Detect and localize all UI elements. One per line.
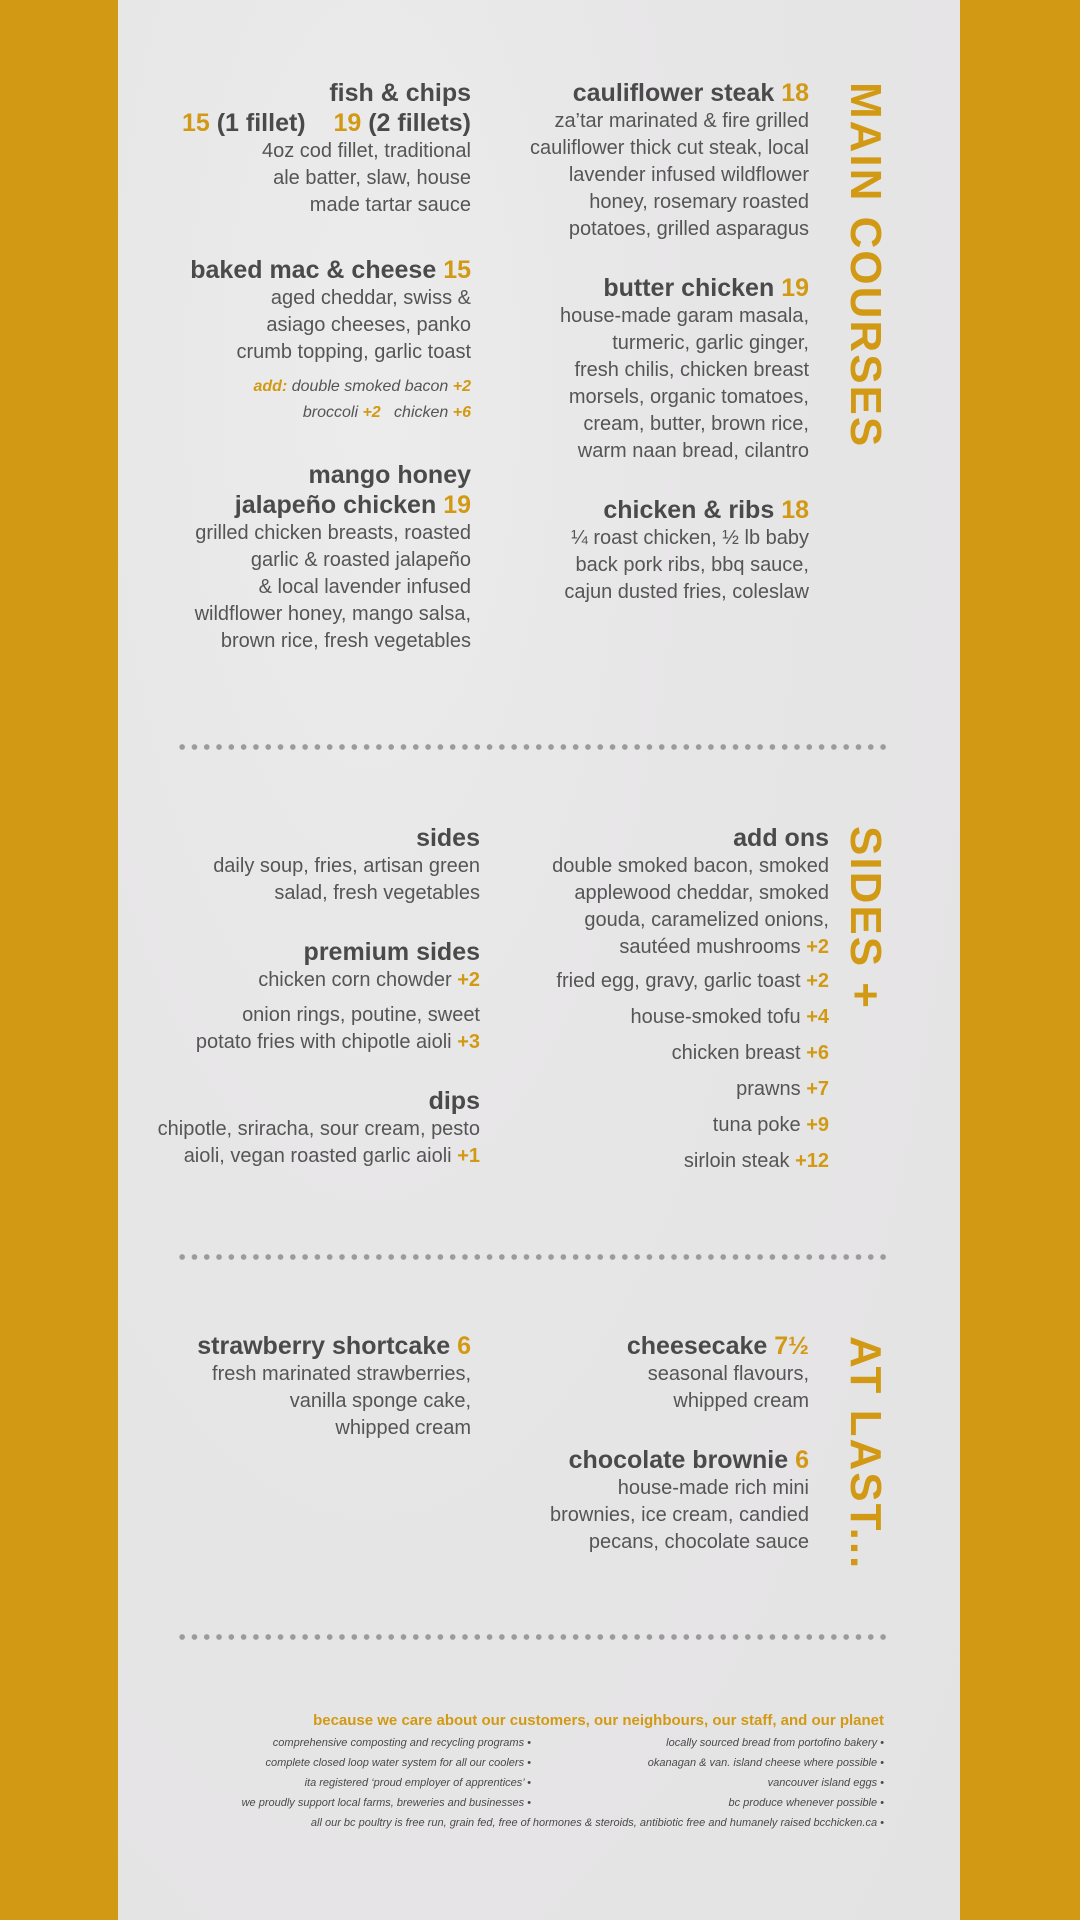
footer-line: ita registered ‘proud employer of apprentices’ • — [304, 1777, 531, 1789]
desc-line: salad, fresh vegetables — [274, 882, 480, 904]
section-heading-sides: SIDES + — [841, 826, 890, 1010]
desc-line: lavender infused wildflower — [568, 164, 809, 186]
footer-line: complete closed loop water system for all our coolers • — [265, 1757, 531, 1769]
item-name-line — [469, 1445, 809, 1475]
desc-line: fresh marinated strawberries, — [212, 1363, 471, 1385]
desc-line: aged cheddar, swiss & — [270, 287, 471, 309]
item-name: add ons — [733, 824, 829, 852]
price-label: (2 fillets) — [368, 109, 471, 137]
main-right-column — [469, 78, 809, 634]
desc-line: za’tar marinated & fire grilled — [554, 110, 809, 132]
menu-item-cauliflower-steak — [469, 78, 809, 243]
desc-line — [140, 1029, 480, 1056]
item-description — [141, 285, 471, 366]
menu-item-chicken-ribs — [469, 495, 809, 606]
desc-line: ale batter, slaw, house — [273, 167, 471, 189]
add-price: +6 — [452, 404, 471, 421]
menu-item-mango-chicken — [141, 460, 471, 655]
footer-line: comprehensive composting and recycling programs • — [272, 1737, 531, 1749]
add-on-text: fried egg, gravy, garlic toast — [556, 970, 801, 992]
desc-line: garlic & roasted jalapeño — [250, 549, 471, 571]
item-price: 15 — [181, 109, 210, 137]
item-name-line — [131, 1331, 471, 1361]
item-description — [140, 967, 480, 1056]
desc-line: double smoked bacon, smoked — [552, 855, 829, 877]
menu-item-butter-chicken — [469, 273, 809, 465]
add-text: chicken — [394, 404, 449, 421]
footer-last-line: all our bc poultry is free run, grain fed, free of hormones & steroids, antibiotic free and humanely raised bcchicken.ca • — [310, 1817, 884, 1829]
add-on-text: house-smoked tofu — [630, 1006, 801, 1028]
desc-line: onion rings, poutine, sweet — [242, 1004, 480, 1026]
desc-line: fresh chilis, chicken breast — [574, 359, 809, 381]
item-price: 6 — [795, 1446, 809, 1474]
item-name: dips — [428, 1087, 480, 1115]
add-on-text: chicken breast — [671, 1042, 801, 1064]
desc-line: potatoes, grilled asparagus — [568, 218, 809, 240]
item-price: 15 — [443, 256, 471, 284]
item-name-line — [469, 273, 809, 303]
item-description — [140, 853, 480, 907]
add-on-item — [469, 999, 829, 1035]
add-on-item — [469, 1035, 829, 1071]
footer-line: bc produce whenever possible • — [728, 1797, 884, 1809]
desc-line: brownies, ice cream, candied — [549, 1504, 809, 1526]
add-on-item — [469, 963, 829, 999]
item-price: +2 — [457, 969, 480, 991]
add-on-text: prawns — [736, 1078, 801, 1100]
item-price: 19 — [333, 109, 362, 137]
footer-heading: because we care about our customers, our neighbours, our staff, and our planet — [313, 1712, 884, 1729]
desc-line: whipped cream — [335, 1417, 471, 1439]
item-name-line — [469, 495, 809, 525]
dessert-left-column — [131, 1331, 471, 1470]
item-name: sides — [416, 824, 480, 852]
item-price: 19 — [443, 491, 471, 519]
section-heading-main-courses: MAIN COURSES — [841, 82, 890, 449]
price-label: (1 fillet) — [216, 109, 306, 137]
item-price: +1 — [457, 1145, 480, 1167]
item-name: chocolate brownie — [568, 1446, 789, 1474]
desc-line: whipped cream — [673, 1390, 809, 1412]
item-price: 6 — [457, 1332, 471, 1360]
desc-line: made tartar sauce — [309, 194, 471, 216]
desc-line: pecans, chocolate sauce — [588, 1531, 809, 1553]
add-on-text: tuna poke — [712, 1114, 801, 1136]
desc-line: seasonal flavours, — [647, 1363, 809, 1385]
item-price: 19 — [781, 274, 809, 302]
item-name: butter chicken — [603, 274, 775, 302]
desc-line: morsels, organic tomatoes, — [568, 386, 809, 408]
item-name-line — [141, 490, 471, 520]
menu-item-chocolate-brownie — [469, 1445, 809, 1556]
add-on-price: +4 — [806, 1006, 829, 1028]
item-price: 18 — [781, 496, 809, 524]
desc-line: brown rice, fresh vegetables — [220, 630, 471, 652]
desc-line: daily soup, fries, artisan green — [213, 855, 480, 877]
add-price: +2 — [362, 404, 381, 421]
item-description — [469, 525, 809, 606]
menu-item-mac-cheese — [141, 255, 471, 426]
dessert-right-column — [469, 1331, 809, 1584]
menu-item-strawberry-shortcake — [131, 1331, 471, 1442]
footer-left-list — [242, 1733, 531, 1813]
desc-line: & local lavender infused — [258, 576, 471, 598]
desc-line — [140, 1143, 480, 1170]
item-description — [140, 1116, 480, 1170]
item-price: +3 — [457, 1031, 480, 1053]
item-name-line — [469, 1331, 809, 1361]
desc-line: crumb topping, garlic toast — [236, 341, 471, 363]
desc-line: house-made rich mini — [617, 1477, 809, 1499]
desc-line — [140, 967, 480, 994]
add-on-price: +2 — [806, 970, 829, 992]
add-price: +2 — [452, 378, 471, 395]
item-description — [469, 1361, 809, 1415]
item-name: baked mac & cheese — [190, 256, 437, 284]
desc-text: chicken corn chowder — [258, 969, 452, 991]
add-on-price: +6 — [806, 1042, 829, 1064]
footer-line: vancouver island eggs • — [767, 1777, 884, 1789]
item-name: cauliflower steak — [572, 79, 775, 107]
item-price: 18 — [781, 79, 809, 107]
desc-line: ¼ roast chicken, ½ lb baby — [571, 527, 809, 549]
item-name: mango honey — [308, 461, 471, 489]
add-ons-line — [141, 400, 471, 426]
item-price: +2 — [806, 936, 829, 958]
desc-line: vanilla sponge cake, — [289, 1390, 471, 1412]
desc-line: honey, rosemary roasted — [589, 191, 809, 213]
desc-line: 4oz cod fillet, traditional — [261, 140, 471, 162]
menu-item-fish-chips — [141, 78, 471, 219]
add-ons-column — [469, 823, 829, 1179]
menu-item-dips — [140, 1086, 480, 1170]
item-name-line — [141, 255, 471, 285]
footer-line: okanagan & van. island cheese where possible • — [647, 1757, 884, 1769]
desc-line: chipotle, sriracha, sour cream, pesto — [157, 1118, 480, 1140]
sides-left-column — [140, 823, 480, 1198]
main-left-column — [141, 78, 471, 683]
add-on-item — [469, 1071, 829, 1107]
item-name: strawberry shortcake — [197, 1332, 451, 1360]
desc-line: back pork ribs, bbq sauce, — [575, 554, 809, 576]
add-ons-line — [141, 374, 471, 400]
desc-line: turmeric, garlic ginger, — [612, 332, 809, 354]
dotted-divider — [176, 1254, 886, 1260]
add-label: add: — [253, 378, 288, 395]
item-description — [469, 108, 809, 243]
add-on-price: +9 — [806, 1114, 829, 1136]
item-name-line — [469, 78, 809, 108]
item-name: jalapeño chicken — [234, 491, 437, 519]
footer-line: locally sourced bread from portofino bakery • — [666, 1737, 884, 1749]
desc-text: aioli, vegan roasted garlic aioli — [183, 1145, 452, 1167]
footer-right-list — [648, 1733, 884, 1813]
dotted-divider — [176, 1634, 886, 1640]
item-description — [131, 1361, 471, 1442]
add-on-text: sirloin steak — [683, 1150, 790, 1172]
desc-line: house-made garam masala, — [559, 305, 809, 327]
desc-line: warm naan bread, cilantro — [577, 440, 809, 462]
desc-line: grilled chicken breasts, roasted — [195, 522, 471, 544]
item-description — [469, 853, 829, 961]
item-description — [469, 1475, 809, 1556]
item-name: cheesecake — [626, 1332, 768, 1360]
desc-line: cauliflower thick cut steak, local — [529, 137, 809, 159]
desc-line — [469, 934, 829, 961]
item-name: premium sides — [303, 938, 480, 966]
add-on-price: +7 — [806, 1078, 829, 1100]
desc-line: cream, butter, brown rice, — [583, 413, 809, 435]
desc-line: wildflower honey, mango salsa, — [194, 603, 471, 625]
item-price-line — [141, 108, 471, 138]
menu-item-sides — [140, 823, 480, 907]
item-price: 7½ — [774, 1332, 809, 1360]
add-on-item — [469, 1107, 829, 1143]
right-gold-border — [960, 0, 1080, 1920]
add-text: broccoli — [302, 404, 358, 421]
desc-text: potato fries with chipotle aioli — [195, 1031, 452, 1053]
desc-line: applewood cheddar, smoked — [574, 882, 829, 904]
menu-item-cheesecake — [469, 1331, 809, 1415]
add-on-item — [469, 1143, 829, 1179]
footer-line: we proudly support local farms, breweries and businesses • — [241, 1797, 531, 1809]
item-description — [141, 138, 471, 219]
add-text: double smoked bacon — [291, 378, 449, 395]
desc-text: sautéed mushrooms — [619, 936, 801, 958]
item-description — [141, 520, 471, 655]
item-description — [469, 303, 809, 465]
add-ons-list — [469, 963, 829, 1179]
desc-line: gouda, caramelized onions, — [584, 909, 829, 931]
menu-item-premium-sides — [140, 937, 480, 1056]
item-name: fish & chips — [329, 79, 471, 107]
section-heading-dessert: AT LAST... — [841, 1336, 890, 1571]
desc-line: asiago cheeses, panko — [266, 314, 471, 336]
item-name: chicken & ribs — [603, 496, 775, 524]
add-on-price: +12 — [795, 1150, 829, 1172]
desc-line: cajun dusted fries, coleslaw — [564, 581, 809, 603]
left-gold-border — [0, 0, 118, 1920]
dotted-divider — [176, 744, 886, 750]
